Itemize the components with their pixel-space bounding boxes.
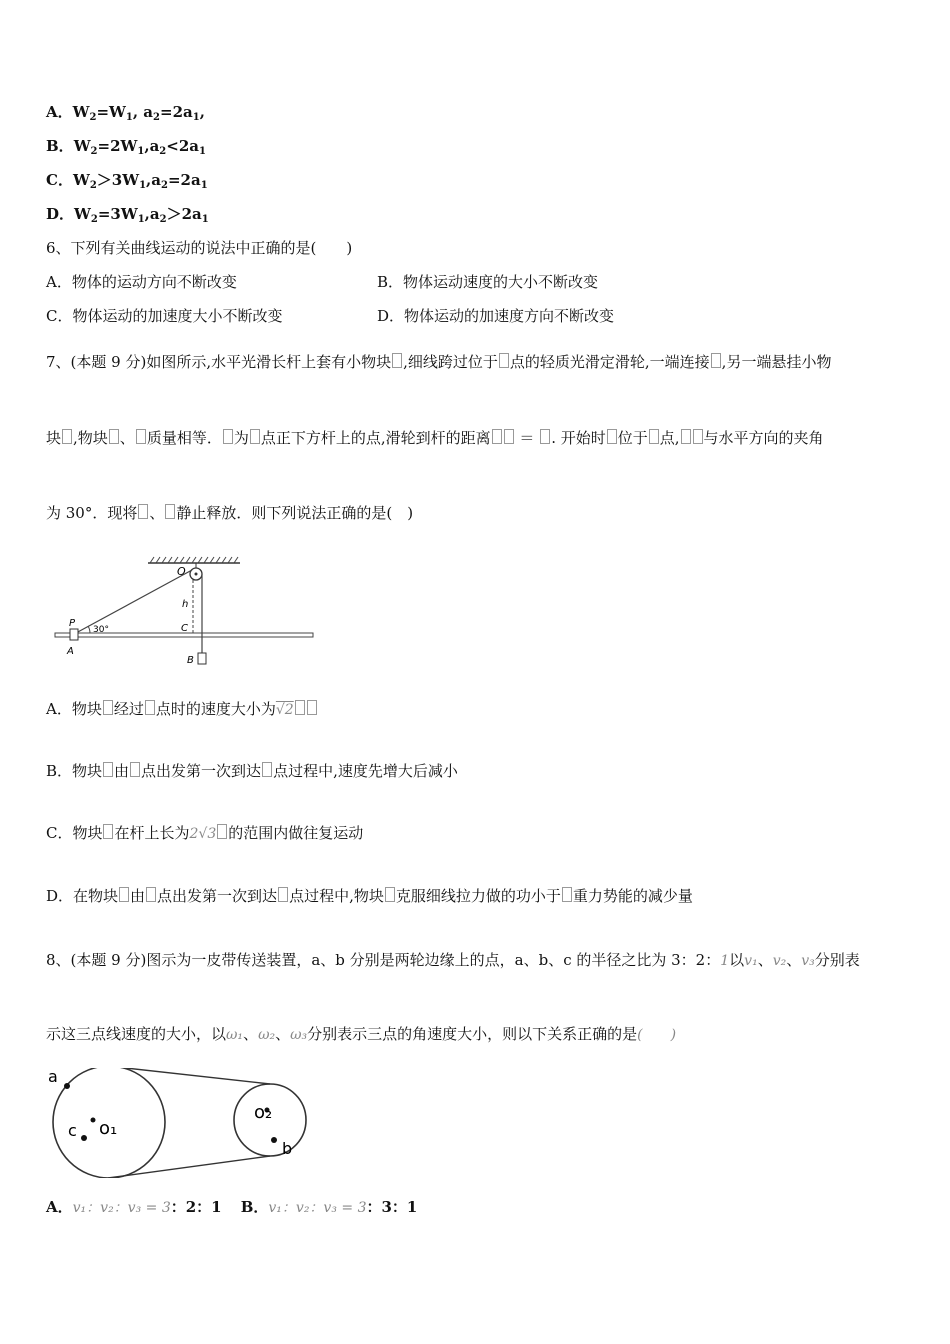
belt-bottom [108,1156,270,1178]
option-text: <2a [166,137,199,155]
option-text: W [72,103,90,121]
placeholder-box [119,887,129,902]
q8-text: 、 [243,1025,259,1043]
q7-option-text: 克服细线拉力做的功小于 [395,887,561,905]
q6-option-d: D．物体运动的加速度方向不断改变 [377,307,615,325]
q8-option-a [46,1198,222,1216]
center-o1 [91,1118,96,1123]
ceiling-hatch [150,557,238,563]
q8-text: 、 [757,951,773,969]
placeholder-box [693,429,703,444]
option-text: ,a [146,171,161,189]
q7-option-text: 由 [130,887,146,905]
q8-belt-figure [40,1068,310,1178]
placeholder-box [504,429,514,444]
block-p [70,629,78,640]
q7-option-text: 点过程中,物块 [289,887,384,905]
q8-formula: ω₃ [290,1027,308,1043]
pulley-axle [195,573,198,576]
q6-option-a-text: A．物体的运动方向不断改变 [46,273,237,291]
q7-option-c [46,823,363,844]
placeholder-box [217,824,227,839]
option-text: , a [132,103,154,121]
q6-option-c [46,306,615,326]
option-text: , [199,103,205,121]
q8-formula: v₁ [744,953,758,969]
q6-option-b: B．物体运动速度的大小不断改变 [377,273,599,291]
q7-option-b [46,761,458,781]
option-text: ＞2a [166,205,202,223]
q7-option-text: D．在物块 [46,887,119,905]
subscript: 2 [161,180,168,191]
placeholder-box [607,429,617,444]
subscript: 1 [201,214,209,225]
placeholder-box [145,700,155,715]
label-a: A [67,646,74,657]
q7-option-text: 点过程中,速度先增大后减小 [273,762,458,780]
q8-formula: v₁：v₂：v₃ = 3 [268,1200,367,1216]
q7-text: 块 [46,429,62,447]
q8-option-text: ：2：1 [170,1198,222,1216]
placeholder-box [307,700,317,715]
option-text: ＞3W [96,171,140,189]
label-o: O [177,565,186,578]
placeholder-box [146,887,156,902]
q7-text: 与水平方向的夹角 [703,429,824,447]
subscript: 2 [90,214,98,225]
q7-text: 位于 [617,429,648,447]
label-angle: 30° [93,625,109,635]
q8-text: 、 [275,1025,291,1043]
q7-text: 点的轻质光滑定滑轮,一端连接 [509,353,710,371]
q7-option-text: 点出发第一次到达 [157,887,278,905]
q7-option-text: 重力势能的减少量 [572,887,693,905]
subscript: 1 [137,146,145,157]
q7-text: 为 [233,429,249,447]
placeholder-box [392,353,402,368]
placeholder-box [562,887,572,902]
subscript: 2 [153,112,160,123]
q5-option-c [46,170,208,196]
subscript: 1 [125,112,133,123]
q8-formula: v₃ [801,953,815,969]
q7-text: . 开始时 [551,429,606,447]
placeholder-box [385,887,395,902]
q8-text: 分别表 [814,951,860,969]
string-to-p [76,570,192,633]
label-o2: o₂ [254,1102,273,1123]
q6-stem: 6、下列有关曲线运动的说法中正确的是( ) [46,239,353,257]
q7-option-text: 的范围内做往复运动 [228,824,364,842]
option-text: =2W [97,137,138,155]
q7-option-text: 在杆上长为 [114,824,190,842]
option-text: =2a [167,171,201,189]
q7-text: 、 [119,429,135,447]
label-b: B [187,655,194,666]
placeholder-box [250,429,260,444]
subscript: 1 [199,146,206,157]
placeholder-box [136,429,146,444]
placeholder-box [262,762,272,777]
q7-option-text: C．物块 [46,824,103,842]
placeholder-box [649,429,659,444]
q7-text: 、 [149,504,165,522]
label-o1: o₁ [99,1118,118,1139]
q7-stem-line2 [46,428,824,448]
q8-option-text: ：3：1 [366,1198,418,1216]
q8-option-letter: B． [240,1198,269,1216]
label-a: a [48,1068,58,1086]
q7-option-text: 点出发第一次到达 [141,762,262,780]
q8-stem-line1 [46,950,860,971]
q7-option-text: A．物块 [46,700,102,718]
q7-option-text: 点时的速度大小为 [155,700,276,718]
q8-formula: v₂ [772,953,787,969]
q8-formula: ( ) [637,1027,677,1043]
subscript: 1 [200,180,208,191]
subscript: 2 [90,146,98,157]
q7-text: 点, [659,429,680,447]
label-c: c [68,1121,77,1140]
q5-option-a [46,102,205,128]
q7-pulley-figure [50,555,320,670]
q7-text: ,细线跨过位于 [403,353,498,371]
q8-formula: ω₁ [226,1027,244,1043]
subscript: 2 [89,180,97,191]
placeholder-box [492,429,502,444]
option-letter: B． [46,137,74,155]
q7-option-text: B．物块 [46,762,103,780]
option-text: ,a [144,205,160,223]
q8-text: 示这三点线速度的大小，以 [46,1025,227,1043]
placeholder-box [130,762,140,777]
subscript: 1 [139,180,147,191]
placeholder-box [103,762,113,777]
q8-stem-line2 [46,1024,676,1045]
q7-text: ＝ [519,429,535,447]
q8-formula: ω₂ [258,1027,276,1043]
subscript: 2 [89,112,97,123]
placeholder-box [711,353,721,368]
q7-text: 点正下方杆上的点,滑轮到杆的距离 [260,429,491,447]
option-text: ,a [144,137,160,155]
placeholder-box [295,700,305,715]
point-b [271,1137,277,1143]
q8-formula: 1 [720,953,730,969]
q8-option-b [241,1198,418,1216]
label-c: C [181,623,188,634]
q8-formula: v₁：v₂：v₃ = 3 [72,1200,171,1216]
placeholder-box [223,429,233,444]
option-letter: C． [46,171,73,189]
placeholder-box [109,429,119,444]
q7-option-text: 经过 [113,700,144,718]
q7-option-a [46,699,318,720]
q7-text: 质量相等． [146,429,222,447]
subscript: 2 [159,214,167,225]
subscript: 2 [159,146,167,157]
q7-option-text: 由 [114,762,130,780]
q8-text: 分别表示三点的角速度大小，则以下关系正确的是 [307,1025,638,1043]
q7-text: 静止释放．则下列说法正确的是( ) [176,504,414,522]
q7-text: 7、(本题 9 分)如图所示,水平光滑长杆上套有小物块 [46,353,392,371]
placeholder-box [499,353,509,368]
q7-stem-line3 [46,503,413,523]
block-b [198,653,206,664]
q6-option-c-text: C．物体运动的加速度大小不断改变 [46,307,283,325]
q7-text: ,另一端悬挂小物 [721,353,832,371]
placeholder-box [278,887,288,902]
label-b: b [282,1139,293,1158]
option-text: W [72,171,90,189]
option-text: =2a [160,103,193,121]
placeholder-box [103,700,113,715]
label-h: h [182,599,189,610]
q8-text: 以 [729,951,745,969]
option-text: W [74,205,91,223]
q7-option-d [46,886,693,906]
option-letter: D． [46,205,75,223]
option-text: =W [96,103,126,121]
q5-option-b [46,136,206,162]
q8-text: 8、(本题 9 分)图示为一皮带传送装置，a、b 分别是两轮边缘上的点，a、b、c 的半径之比为 3：2： [46,951,721,969]
subscript: 1 [192,112,200,123]
sqrt-expression: √2 [275,702,294,718]
point-c [81,1135,87,1141]
q7-stem-line1 [46,352,831,372]
q8-text: 、 [786,951,802,969]
label-p: P [69,618,76,629]
placeholder-box [540,429,550,444]
option-letter: A． [46,103,73,121]
q5-option-d [46,204,209,230]
angle-arc [88,626,90,633]
placeholder-box [138,504,148,519]
option-text: W [73,137,91,155]
q7-text: ,物块 [73,429,108,447]
placeholder-box [165,504,175,519]
q6-option-a [46,272,599,292]
q8-option-letter: A． [46,1198,73,1216]
placeholder-box [103,824,113,839]
option-text: =3W [97,205,138,223]
placeholder-box [681,429,691,444]
q7-text: 为 30°．现将 [46,504,138,522]
sqrt-expression: 2√3 [189,826,217,842]
q8-options [46,1197,417,1218]
subscript: 1 [137,214,145,225]
point-a [64,1083,70,1089]
placeholder-box [62,429,72,444]
